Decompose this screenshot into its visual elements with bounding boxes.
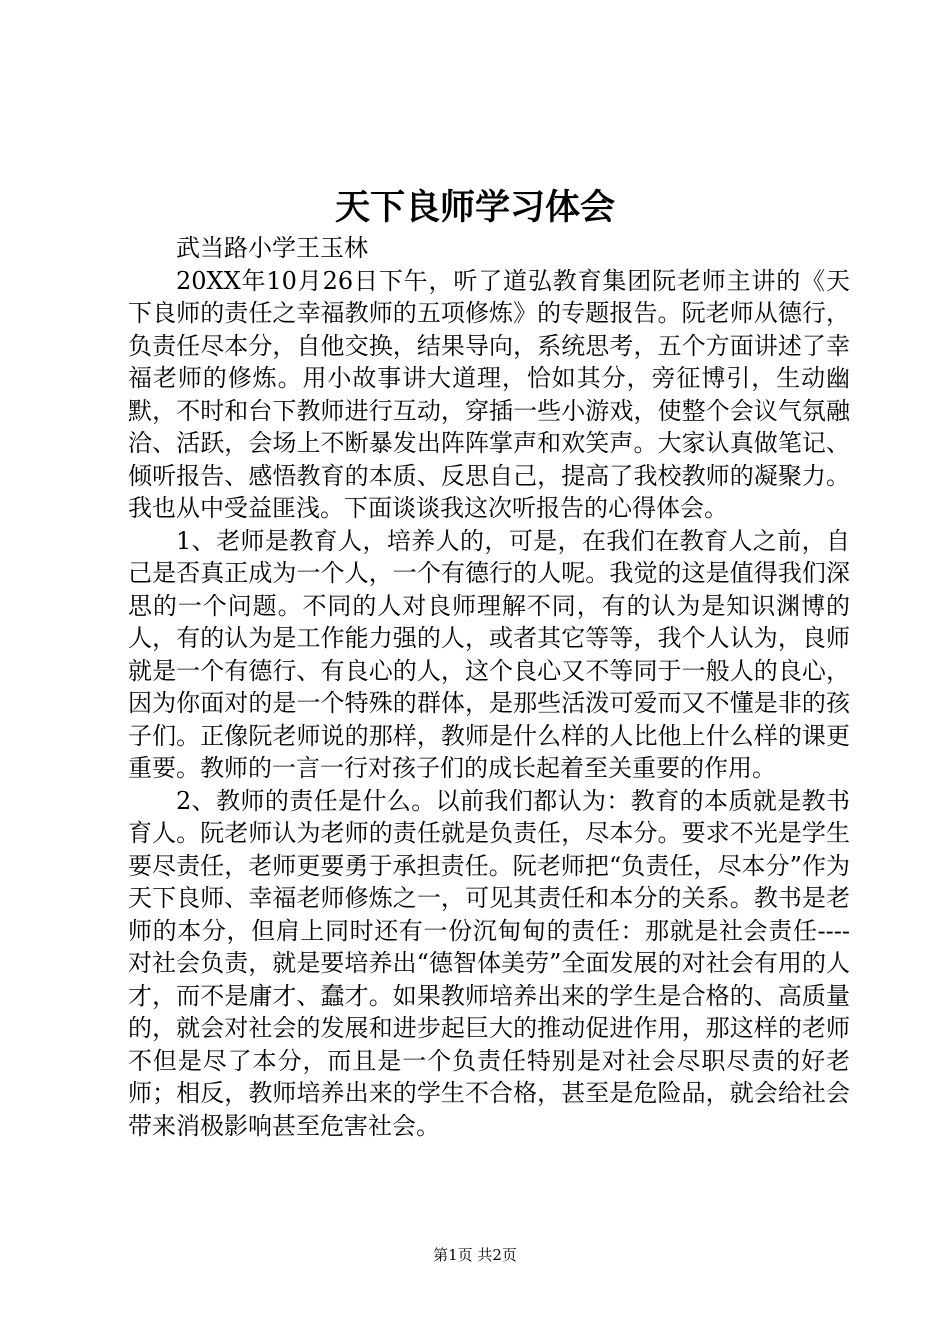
page-number-footer: 第1页 共2页 (433, 1246, 517, 1264)
document-title: 天下良师学习体会 (334, 187, 615, 228)
document-body (128, 232, 850, 1142)
author-line: 武当路小学王玉林 (176, 234, 368, 262)
paragraph-point-1: 1、老师是教育人，培养人的，可是，在我们在教育人之前，自己是否真正成为一个人，一个有德行的人呢。我觉的这是值得我们深思的一个问题。不同的人对良师理解不同，有的认为是知识渊博的人，有的认为是工作能力强的人，或者其它等等，我个人认为，良师就是一个有德行、有良心的人，这个良心又不等同于一般人的良心，因为你面对的是一个特殊的群体，是那些活泼可爱而又不懂是非的孩子们。正像阮老师说的那样，教师是什么样的人比他上什么样的课更重要。教师的一言一行对孩子们的成长起着至关重要的作用。 (128, 526, 850, 782)
paragraph-intro: 20XX年10月26日下午，听了道弘教育集团阮老师主讲的《天下良师的责任之幸福教师的五项修炼》的专题报告。阮老师从德行，负责任尽本分，自他交换，结果导向，系统思考，五个方面讲述了幸福老师的修炼。用小故事讲大道理，恰如其分，旁征博引，生动幽默，不时和台下教师进行互动，穿插一些小游戏，使整个会议气氛融洽、活跃，会场上不断暴发出阵阵掌声和欢笑声。大家认真做笔记、倾听报告、感悟教育的本质、反思自己，提高了我校教师的凝聚力。我也从中受益匪浅。下面谈谈我这次听报告的心得体会。 (128, 266, 850, 522)
paragraph-point-2: 2、教师的责任是什么。以前我们都认为：教育的本质就是教书育人。阮老师认为老师的责任就是负责任，尽本分。要求不光是学生要尽责任，老师更要勇于承担责任。阮老师把“负责任，尽本分”作为天下良师、幸福老师修炼之一，可见其责任和本分的关系。教书是老师的本分，但肩上同时还有一份沉甸甸的责任：那就是社会责任----对社会负责，就是要培养出“德智体美劳”全面发展的对社会有用的人才，而不是庸才、蠢才。如果教师培养出来的学生是合格的、高质量的，就会对社会的发展和进步起巨大的推动促进作用，那这样的老师不但是尽了本分，而且是一个负责任特别是对社会尽职尽责的好老师；相反，教师培养出来的学生不合格，甚至是危险品，就会给社会带来消极影响甚至危害社会。 (128, 786, 850, 1140)
